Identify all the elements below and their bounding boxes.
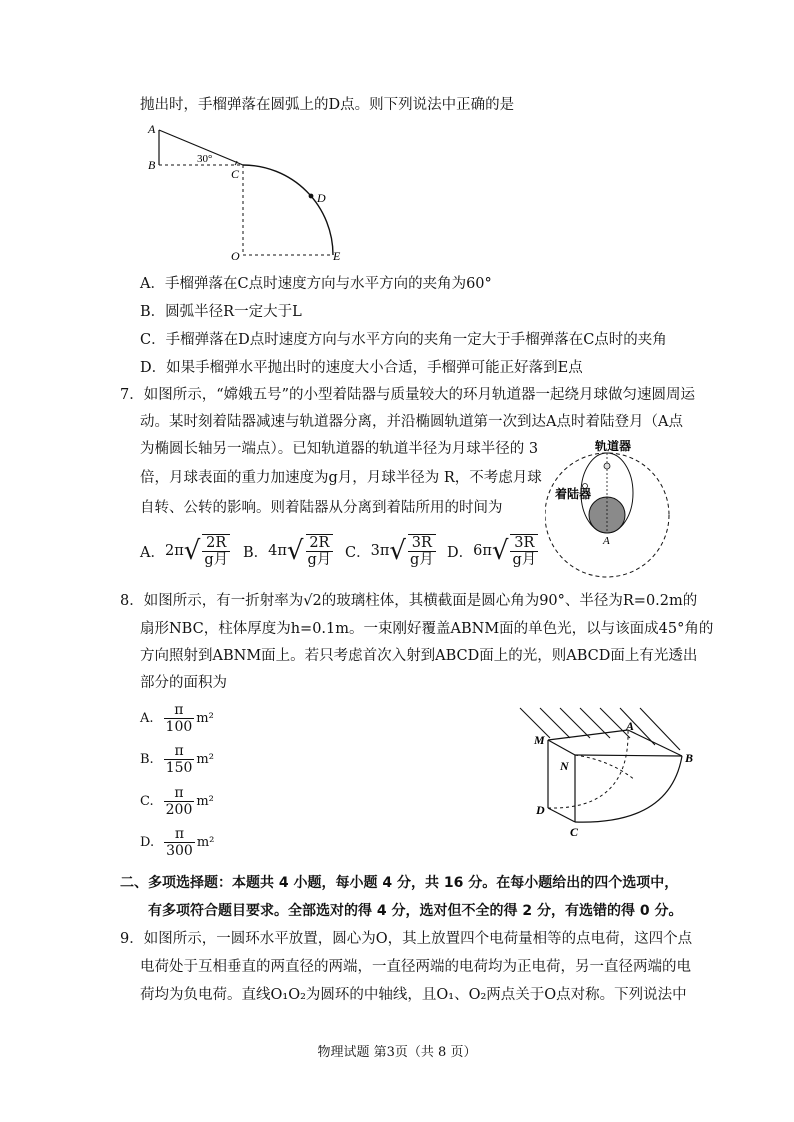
q8-option-d-num: π [164,826,195,843]
q8-option-d-label: D. [140,835,155,850]
q7-option-a: A． 2π √ $\frac{2R}{\text{g月}}$ [140,535,229,568]
q8-option-a-unit: m² [196,711,214,726]
q7-option-a-coef: 2π [164,543,184,559]
q8-label-n: N [560,759,569,773]
q6-angle-label: 30° [197,153,213,165]
q7-line-3: 为椭圆长轴另一端点）。已知轨道器的轨道半径为月球半径的 3 [140,441,539,457]
q6-option-c: C．手榴弹落在D点时速度方向与水平方向的夹角一定大于手榴弹落在C点时的夹角 [140,332,667,348]
q7-option-a-den: g月 [204,552,229,568]
q8-line-2: 扇形NBC，柱体厚度为h=0.1m。一束刚好覆盖ABNM面的单色光，以与该面成45°角的 [140,621,714,637]
q8-option-a [140,702,214,735]
q8-label-c: C [570,825,579,839]
q8-prism-figure [510,700,700,840]
q6-label-a: A [148,122,156,136]
q7-option-b: B． 4π √ $\frac{2R}{\text{g月}}$ [243,535,332,568]
q8-option-b-num: π [164,743,195,760]
q6-option-a: A．手榴弹落在C点时速度方向与水平方向的夹角为60° [140,276,492,292]
q8-option-d-den: 300 [166,843,193,859]
q6-option-d: D．如果手榴弹水平抛出时的速度大小合适，手榴弹可能正好落到E点 [140,360,583,376]
q7-line-1: 7．如图所示，“嫦娥五号”的小型着陆器与质量较大的环月轨道器一起绕月球做匀速圆周运 [120,387,696,403]
q8-option-b-den: 150 [165,760,193,776]
q8-option-d-unit: m² [196,835,215,850]
q7-option-b-label: B． [243,544,269,561]
q8-option-c-unit: m² [196,794,214,809]
q8-line-4: 部分的面积为 [140,675,227,691]
q7-line-2: 动。某时刻着陆器减速与轨道器分离，并沿椭圆轨道第一次到达A点时着陆登月（A点 [140,414,683,430]
q7-option-c-label: C． [345,544,371,561]
q7-option-b-den: g月 [307,552,332,568]
q9-line-2: 电荷处于互相垂直的两直径的两端，一直径两端的电荷均为正电荷，另一直径两端的电 [140,959,691,975]
q8-option-c-den: 200 [165,802,193,818]
q7-option-c-coef: 3π [370,543,390,559]
q8-line-3: 方向照射到ABNM面上。若只考虑首次入射到ABCD面上的光，则ABCD面上有光透出 [140,648,698,664]
q8-option-b-unit: m² [196,752,214,767]
q8-option-c [140,785,214,818]
q7-option-a-label: A． [140,544,165,561]
q8-line-1: 8．如图所示，有一折射率为√2的玻璃柱体，其横截面是圆心角为90°、半径为R=0.2m的 [120,593,698,609]
q7-option-d: D． 6π √ $\frac{3R}{\text{g月}}$ [447,535,537,568]
q7-option-b-num: 2R [306,535,334,552]
q8-option-c-num: π [164,785,195,802]
page-footer: 物理试题 第3页（共 8 页） [317,1045,477,1060]
q7-option-d-coef: 6π [473,543,492,559]
q7-line-5: 自转、公转的影响。则着陆器从分离到着陆所用的时间为 [140,500,503,516]
q9-line-1: 9．如图所示，一圆环水平放置，圆心为O，其上放置四个电荷量相等的点电荷，这四个点 [120,931,693,947]
q6-label-d: D [317,191,326,205]
q6-label-b: B [148,158,156,172]
q7-option-c-num: 3R [408,535,436,552]
q7-label-orbiter: 轨道器 [595,440,632,453]
q8-option-a-label: A. [140,711,154,726]
q8-label-a: A [626,719,635,733]
section2-heading-line-2: 有多项符合题目要求。全部选对的得 4 分，选对但不全的得 2 分，有选错的得 0 分。 [148,903,683,919]
q7-option-d-label: D． [447,544,474,561]
q6-figure [145,120,355,265]
q6-stem-tail: 抛出时，手榴弹落在圆弧上的D点。则下列说法中正确的是 [140,97,515,113]
q8-option-b [140,743,214,776]
q7-label-lander: 着陆器 [555,487,592,501]
q8-label-b: B [685,751,694,765]
q8-option-a-num: π [164,702,195,719]
q8-label-d: D [536,803,545,817]
q9-line-3: 荷均为负电荷。直线O₁O₂为圆环的中轴线，且O₁、O₂两点关于O点对称。下列说法中 [140,987,687,1003]
q7-option-c-den: g月 [409,552,434,568]
q7-line-4: 倍，月球表面的重力加速度为g月，月球半径为 R，不考虑月球 [140,470,542,486]
q7-option-d-den: g月 [512,552,537,568]
q8-label-m: M [534,733,545,747]
q8-option-b-label: B. [140,752,154,767]
q7-label-a: A [603,535,610,547]
q8-option-a-den: 100 [165,719,193,735]
q7-orbit-figure [545,440,695,590]
q8-option-d [140,826,214,859]
q6-label-e: E [333,249,341,263]
q7-option-d-num: 3R [510,535,538,552]
q7-option-c: C． 3π √ $\frac{3R}{\text{g月}}$ [345,535,434,568]
q7-option-b-coef: 4π [268,543,287,559]
q6-label-o: O [231,249,240,263]
q6-option-b: B．圆弧半径R一定大于L [140,304,302,320]
q7-option-a-num: 2R [202,535,230,552]
section2-heading-line-1: 二、多项选择题：本题共 4 小题，每小题 4 分，共 16 分。在每小题给出的四个选项中， [120,875,679,891]
q6-label-c: C [231,167,240,181]
q8-option-c-label: C. [140,794,154,809]
